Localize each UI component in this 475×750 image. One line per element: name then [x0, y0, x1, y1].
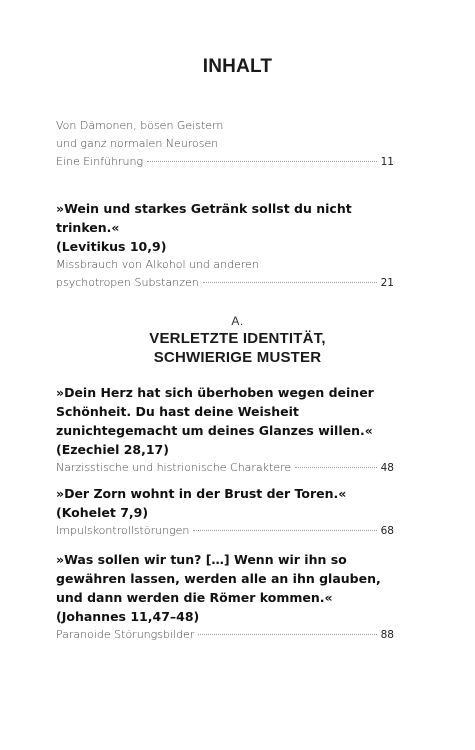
dot-leader — [147, 161, 377, 162]
entry-quote-line: trinken.« — [56, 220, 120, 235]
page-number: 48 — [380, 462, 394, 474]
entry-subtitle-line: Eine Einführung — [56, 155, 144, 168]
page-number: 68 — [380, 525, 394, 537]
page-number: 11 — [380, 156, 394, 168]
entry-quote-line: »Was sollen wir tun? […] Wenn wir ihn so — [56, 552, 347, 567]
section-letter: A. — [231, 314, 244, 328]
toc-entry-johannes[interactable] — [56, 550, 394, 644]
entry-quote-line: Schönheit. Du hast deine Weisheit — [56, 404, 299, 419]
section-title — [0, 329, 475, 367]
page-title: INHALT — [202, 56, 273, 77]
section-title-line: VERLETZTE IDENTITÄT, — [149, 330, 326, 347]
dot-leader — [203, 282, 377, 283]
page-number: 88 — [380, 629, 394, 641]
toc-entry-intro[interactable] — [56, 117, 394, 171]
entry-final-line — [56, 626, 394, 644]
entry-final-line — [56, 153, 394, 171]
entry-quote-line: (Levitikus 10,9) — [56, 239, 167, 254]
toc-entry-levitikus[interactable] — [56, 199, 394, 292]
entry-quote-line: (Johannes 11,47–48) — [56, 609, 200, 624]
entry-subtitle-line: und ganz normalen Neurosen — [56, 137, 219, 150]
entry-quote-line: »Dein Herz hat sich überhoben wegen deiner — [56, 385, 374, 400]
dot-leader — [198, 634, 376, 635]
entry-quote-line: (Ezechiel 28,17) — [56, 442, 169, 457]
dot-leader — [193, 530, 376, 531]
entry-quote-line: »Der Zorn wohnt in der Brust der Toren.« — [56, 486, 347, 501]
entry-final-line — [56, 522, 394, 540]
entry-quote-line: zunichtegemacht um deines Glanzes willen.« — [56, 423, 373, 438]
page-number: 21 — [380, 277, 394, 289]
section-title-line: SCHWIERIGE MUSTER — [153, 349, 322, 366]
entry-quote-line: »Wein und starkes Getränk sollst du nicht — [56, 201, 352, 216]
entry-final-line — [56, 459, 394, 477]
entry-subtitle-line: psychotropen Substanzen — [56, 276, 199, 289]
dot-leader — [295, 467, 376, 468]
entry-subtitle-line: Paranoide Störungsbilder — [56, 628, 195, 641]
toc-entry-ezechiel[interactable] — [56, 383, 394, 477]
entry-subtitle-line: Narzisstische und histrionische Charaktere — [56, 461, 292, 474]
entry-quote-line: gewähren lassen, werden alle an ihn glauben, — [56, 571, 381, 586]
toc-entry-kohelet[interactable] — [56, 484, 394, 540]
entry-final-line — [56, 274, 394, 292]
entry-subtitle-line: Von Dämonen, bösen Geistern — [56, 119, 224, 132]
entry-subtitle-line: Missbrauch von Alkohol und anderen — [56, 258, 259, 271]
entry-subtitle-line: Impulskontrollstörungen — [56, 524, 190, 537]
entry-quote-line: und dann werden die Römer kommen.« — [56, 590, 333, 605]
entry-quote-line: (Kohelet 7,9) — [56, 505, 149, 520]
